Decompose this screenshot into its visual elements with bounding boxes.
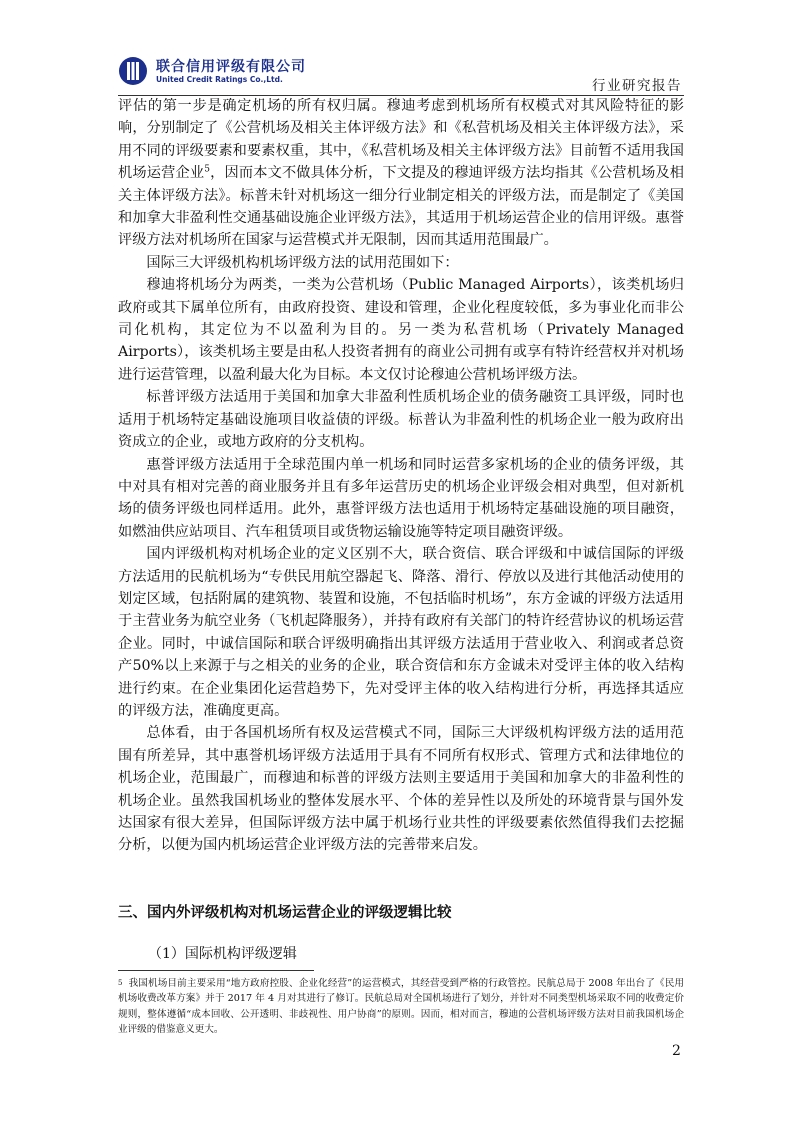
- footnote: [118, 976, 684, 1038]
- company-logo-icon: [118, 56, 148, 86]
- paragraph-4: 标普评级方法适用于美国和加拿大非盈利性质机场企业的债务融资工具评级，同时也适用于机场特定基础设施项目收益债的评级。标普认为非盈利性的机场企业一般为政府出资成立的企业，或地方政府的分支机构。: [118, 389, 684, 451]
- footnote-text: 我国机场目前主要采用“地方政府控股、企业化经营”的运营模式，其经营受到严格的行政管控。民航总局于 2008 年出台了《民用机场收费改革方案》并于 2017 年 4 月对其进行了修订。民航总局对全国机场进行了划分，并针对不同类型机场采取不同的收费定价规则，整体遵循“成本回收、公开透明、非歧视性、用户协商”的原则。因而，相对而言，穆迪的公营机场评级方法对目前我国机场企业评级的借鉴意义更大。: [118, 978, 684, 1036]
- page-number: 2: [672, 1043, 681, 1059]
- section-heading: 三、国内外评级机构对机场运营企业的评级逻辑比较: [118, 905, 452, 921]
- paragraph-1: 评估的第一步是确定机场的所有权归属。穆迪考虑到机场所有权模式对其风险特征的影响，分别制定了《公营机场及相关主体评级方法》和《私营机场及相关主体评级方法》，采用不同的评级要素和要素权重，其中，《私营机场及相关主体评级方法》目前暂不适用我国机场运营企业$^5$，因而本文不做具体分析，下文提及的穆迪评级方法均指其《公营机场及相关主体评级方法》。标普未针对机场这一细分行业制定相关的评级方法，而是制定了《美国和加拿大非盈利性交通基础设施企业评级方法》，其适用于机场运营企业的信用评级。惠誉评级方法对机场所在国家与运营模式并无限制，因而其适用范围最广。: [118, 98, 684, 249]
- body-text: [118, 95, 684, 857]
- paragraph-5: 惠誉评级方法适用于全球范围内单一机场和同时运营多家机场的企业的债务评级，其中对具有相对完善的商业服务并且有多年运营历史的机场企业评级会相对典型，但对新机场的债务评级也同样适用。此外，惠誉评级方法也适用于机场特定基础设施的项目融资，如燃油供应站项目、汽车租赁项目或货物运输设施等特定项目融资评级。: [118, 456, 684, 540]
- footnote-ref[interactable]: 5: [204, 164, 210, 175]
- report-type-label: 行业研究报告: [592, 78, 682, 94]
- paragraph-2: 国际三大评级机构机场评级方法的试用范围如下：: [146, 254, 459, 271]
- company-name-en: United Credit Ratings Co.,Ltd.: [156, 75, 283, 84]
- subsection-heading: （1）国际机构评级逻辑: [148, 946, 297, 962]
- footnote-mark: 5: [118, 979, 123, 987]
- company-name-cn: 联合信用评级有限公司: [156, 59, 306, 75]
- paragraph-7: 总体看，由于各国机场所有权及运营模式不同，国际三大评级机构评级方法的适用范围有所差异，其中惠誉机场评级方法适用于具有不同所有权形式、管理方式和法律地位的机场企业，范围最广，而穆迪和标普的评级方法则主要适用于美国和加拿大的非盈利性的机场企业。虽然我国机场业的整体发展水平、个体的差异性以及所处的环境背景与国外发达国家有很大差异，但国际评级方法中属于机场行业共性的评级要素依然值得我们去挖掘分析，以便为国内机场运营企业评级方法的完善带来启发。: [118, 725, 684, 854]
- paragraph-6: 国内评级机构对机场企业的定义区别不大，联合资信、联合评级和中诚信国际的评级方法适用的民航机场为“专供民用航空器起飞、降落、滑行、停放以及进行其他活动使用的划定区域，包括附属的建筑物、装置和设施，不包括临时机场”，东方金诚的评级方法适用于主营业务为航空业务（飞机起降服务），并持有政府有关部门的特许经营协议的机场运营企业。同时，中诚信国际和联合评级明确指出其评级方法适用于营业收入、利润或者总资产50%以上来源于与之相关的业务的企业，联合资信和东方金诚未对受评主体的收入结构进行约束。在企业集团化运营趋势下，先对受评主体的收入结构进行分析，再选择其适应的评级方法，准确度更高。: [118, 546, 684, 719]
- footnote-divider: [118, 970, 314, 971]
- paragraph-3: 穆迪将机场分为两类，一类为公营机场（Public Managed Airports），该类机场归政府或其下属单位所有，由政府投资、建设和管理，企业化程度较低，多为事业化而非公司化机构，其定位为不以盈利为目的。另一类为私营机场（Privately Managed Airports），该类机场主要是由私人投资者拥有的商业公司拥有或享有特许经营权并对机场进行运营管理，以盈利最大化为目标。本文仅讨论穆迪公营机场评级方法。: [118, 277, 684, 383]
- page-header: [118, 48, 684, 96]
